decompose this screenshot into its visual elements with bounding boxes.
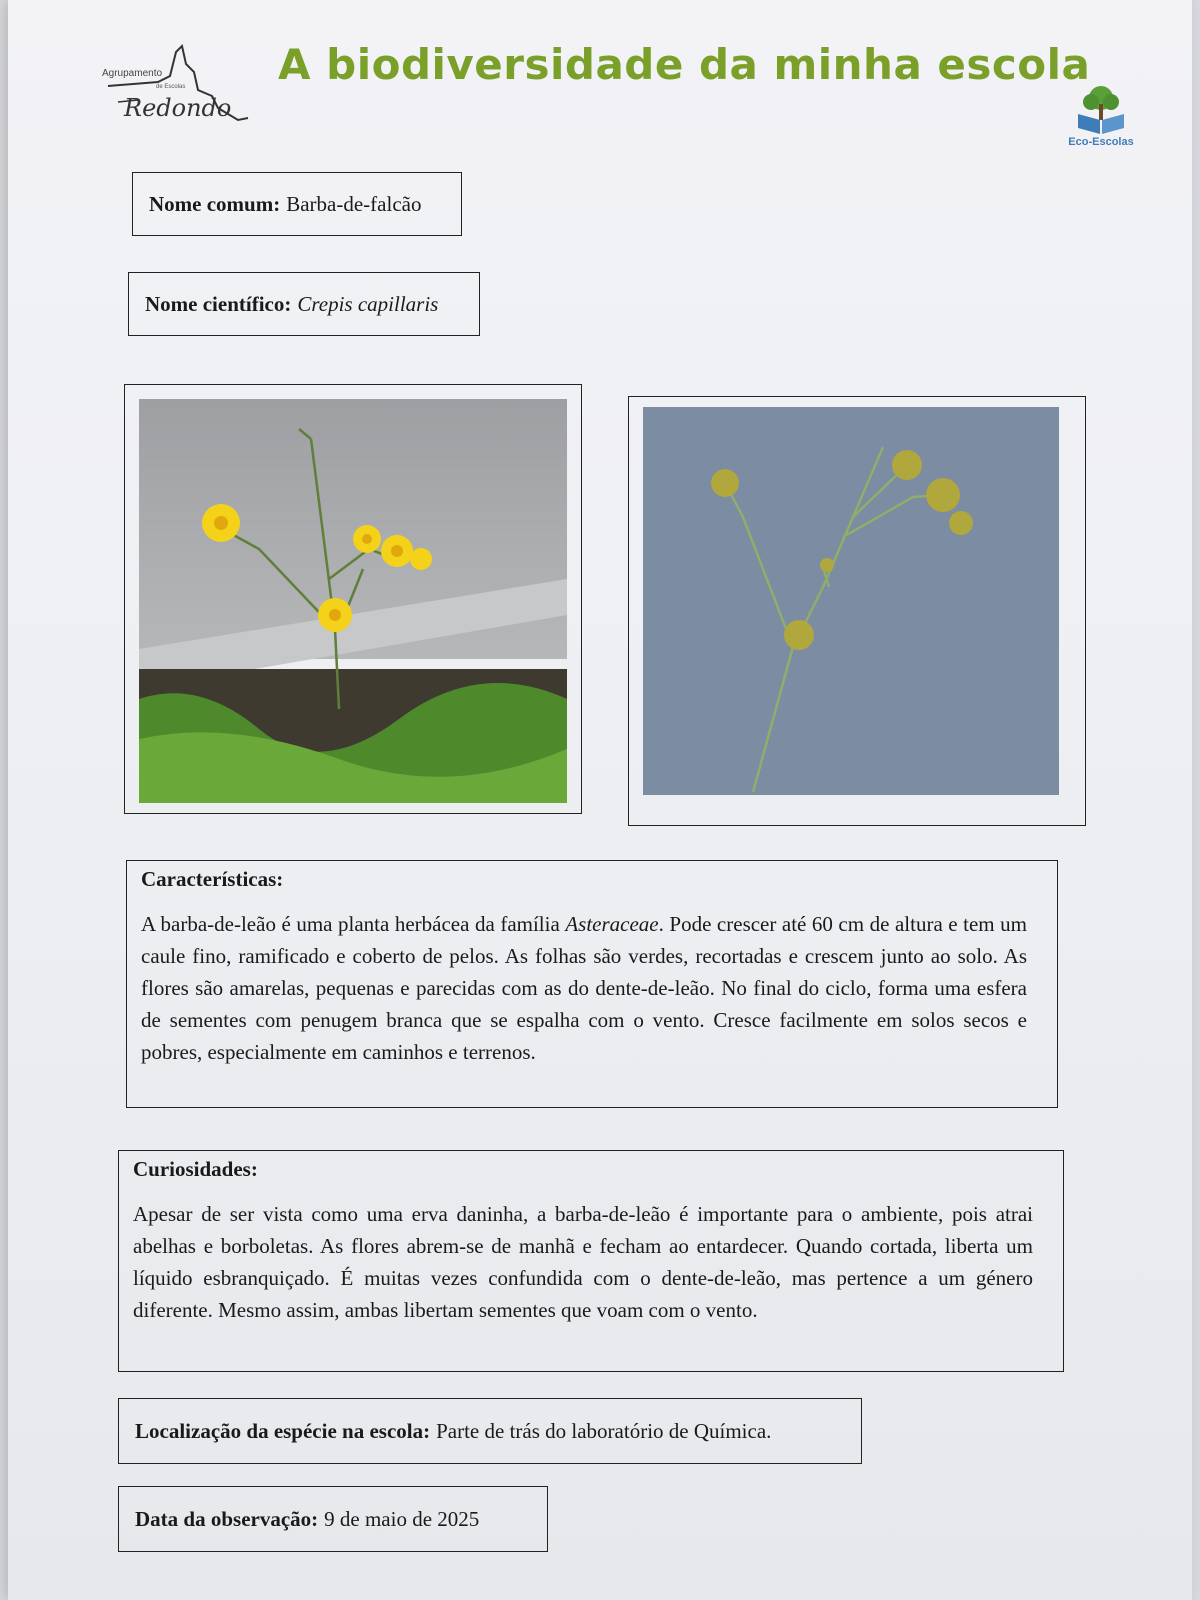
- characteristics-text: [141, 908, 1027, 1068]
- characteristics-box: [126, 860, 1058, 1108]
- plant-photo-field: [139, 399, 567, 803]
- scientific-name-box: [128, 272, 480, 336]
- eco-escolas-label: Eco-Escolas: [1068, 136, 1134, 148]
- characteristics-title: Características:: [141, 867, 284, 891]
- photo-frame-2: [628, 396, 1086, 826]
- logo-sub-text: de Escolas: [156, 84, 186, 90]
- logo-school-name: Redondo: [124, 94, 232, 122]
- plant-photo-herbarium: [643, 407, 1059, 795]
- common-name-label: Nome comum:: [149, 191, 281, 216]
- common-name-box: [132, 172, 462, 236]
- eco-escolas-logo: [1066, 84, 1136, 154]
- location-label: Localização da espécie na escola:: [135, 1418, 431, 1443]
- date-value: 9 de maio de 2025: [324, 1506, 480, 1531]
- date-label: Data da observação:: [135, 1506, 319, 1531]
- school-logo: [98, 42, 258, 132]
- scientific-name-label: Nome científico:: [145, 291, 292, 316]
- logo-org-text: Agrupamento: [102, 68, 163, 79]
- page-title: A biodiversidade da minha escola: [278, 40, 1091, 89]
- curiosities-text: Apesar de ser vista como uma erva daninha, a barba-de-leão é importante para o ambiente, pois atrai abelhas e borboletas. As flores abrem-se de manhã e fecham ao entardecer. Quando cortada, liberta um líquido esbranquiçado. É muitas vezes confundida com o dente-de-leão, mas pertence a um género diferente. Mesmo assim, ambas libertam sementes que voam com o vento.: [133, 1202, 1033, 1322]
- curiosities-box: [118, 1150, 1064, 1372]
- curiosities-title: Curiosidades:: [133, 1157, 258, 1181]
- date-box: [118, 1486, 548, 1552]
- scientific-name-value: Crepis capillaris: [297, 291, 439, 316]
- photo-frame-1: [124, 384, 582, 814]
- characteristics-family: Asteraceae: [565, 912, 659, 936]
- common-name-value: Barba-de-falcão: [286, 191, 422, 216]
- location-value: Parte de trás do laboratório de Química.: [436, 1418, 772, 1443]
- document-page: [8, 0, 1192, 1600]
- eco-tree-book-icon: [1066, 84, 1136, 136]
- location-box: [118, 1398, 862, 1464]
- characteristics-text-2: . Pode crescer até 60 cm de altura e tem um caule fino, ramificado e coberto de pelos. As folhas são verdes, recortadas e crescem junto ao solo. As flores são amarelas, pequenas e parecidas com as do dente-de-leão. No final do ciclo, forma uma esfera de sementes com penugem branca que se espalha com o vento. Cresce facilmente em solos secos e pobres, especialmente em caminhos e terrenos.: [141, 912, 1027, 1064]
- characteristics-text-1: A barba-de-leão é uma planta herbácea da família: [141, 912, 566, 936]
